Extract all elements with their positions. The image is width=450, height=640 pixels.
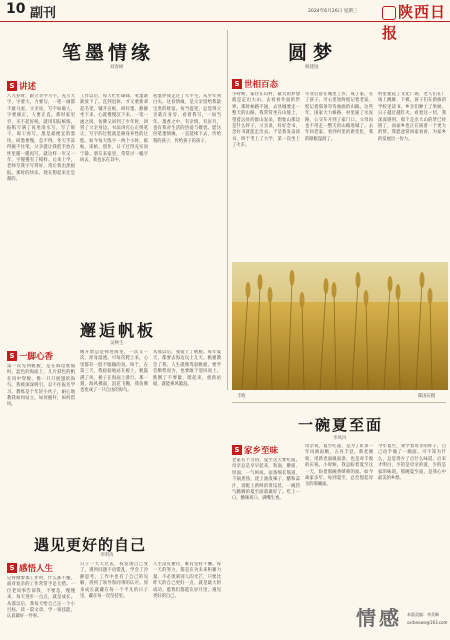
masthead: 陕西日报 bbox=[382, 3, 447, 42]
column-rule bbox=[227, 30, 228, 390]
section-head-jiangshu: S 讲述 bbox=[7, 80, 36, 91]
column-geng-3: 人生没有捷径，唯有坚持不懈。每一天的努力，都是在为未来积蓄力量。不必羡慕别人的光芒，只要比昨天的自己更好一点，就是最大的成功。愿我们都能在岁月里，遇见更好的自己。 bbox=[153, 562, 221, 600]
date-line: 2024年6月26日 星期三 bbox=[308, 9, 358, 14]
section-tag-icon: S bbox=[7, 563, 17, 573]
section-head-jiaxiang: S 家乡至味 bbox=[232, 444, 278, 455]
column-xiazhi-2: 母亲说，夏至吃面，是为了祈求一年风调雨顺，五谷丰登。新麦刚收，用新麦面做面条，也是对丰收的庆祝。小时候，我总盼着夏至这一天，盼着那碗香喷喷的面。如今离家多年，每到夏至，总会想起母亲的那碗面。 bbox=[305, 444, 373, 488]
column-fanban-3: 从那以后，我爱上了帆板。每年夏天，都要去海边玩上几天。帆板教会了我，人生就像驾驭帆板，要学会顺势而为，也要敢于迎风而上。跌倒了不要紧，爬起来，重新站稳，就能乘风破浪。 bbox=[153, 350, 221, 388]
page-header bbox=[0, 0, 450, 42]
column-bimo-3: 笔墨伴我走过了大半生，从少年到白头。这份情缘，是父亲留给我最宝贵的财富。每当提笔，总觉得父亲就在身旁，看着我写，一如当年。墨香之中，有亲情，有岁月，也有我对生活的热爱与敬畏。愿这份笔墨情缘，一直延续下去，传给我的孩子，传给孩子的孩子。 bbox=[153, 94, 221, 144]
column-xiazhi-3: 今年夏至，我学着母亲的样子，自己动手做了一碗面。可不知为什么，总觉得少了点什么味道。后来才明白，少的是母亲的爱，少的是家的味道。那碗夏至面，是我心中最美的乡愁。 bbox=[378, 444, 446, 482]
byline-fanban: 吴秋生 bbox=[110, 341, 124, 346]
byline-bimo: 刘春树 bbox=[110, 65, 124, 70]
byline-yuanmeng: 杨建国 bbox=[305, 65, 319, 70]
section-rule bbox=[232, 402, 446, 403]
byline-geng: 李明涛 bbox=[100, 553, 114, 558]
column-fanban-2: 刚开始总是掉进海里，一次又一次，浑身湿透。可每次爬上来，心里都有一股不服输的劲。终于，在第三天，我稳稳地站在板上，帆鼓满了风，板子在海面上滑行。那一刻，海风拂面，浪花飞溅，我仿佛也变成了一只自由的海鸟。 bbox=[80, 350, 148, 394]
section-head-xinxiang: S 一脚心香 bbox=[7, 350, 53, 361]
corner-label-qinggan: 情感 bbox=[356, 606, 402, 630]
editor-line: 本版责编：李美琳 bbox=[407, 612, 439, 617]
article-title-geng: 遇见更好的自己 bbox=[34, 536, 147, 554]
editor-email: sxrbnews@163.com bbox=[407, 620, 448, 625]
column-geng-2: 日子一天天过去，我发现自己变了。遇到问题不再慌乱，学会了冷静思考。工作中也有了自己的见解，得到了领导和同事的认可。原来成长就藏在每一个平凡的日子里，藏在每一次坚持里。 bbox=[80, 562, 148, 600]
masthead-seal-icon bbox=[382, 6, 396, 20]
page-number: 10 bbox=[6, 1, 26, 17]
article-title-xiazhi: 一碗夏至面 bbox=[298, 416, 384, 434]
article-title-bimo: 笔墨情缘 bbox=[62, 42, 155, 64]
section-name: 副刊 bbox=[30, 6, 57, 21]
byline-xiazhi: 李风玲 bbox=[333, 436, 347, 441]
section-tag-icon: S bbox=[232, 445, 242, 455]
column-bimo-2: 工作以后，每天忙忙碌碌，笔墨渐渐放下了。直到退休，才又重新拿起毛笔。铺开宣纸，研好墨，静静坐下来，心就慢慢沉下来。一笔一画之间，仿佛又回到了少年时，回到了父亲身边。书法讲究心正则笔正，写字的过程就是修身养性的过程。如今每天练字一两个小时，临帖、读帖、创作，日子过得充实而宁静。朋友来家里，常常讨一幅字回去，我也乐在其中。 bbox=[80, 94, 148, 164]
article-title-fanban: 邂逅帆板 bbox=[80, 321, 157, 340]
photo-caption-title: 丰收 bbox=[237, 394, 246, 399]
column-bimo-1: 八九岁时，跟父亲学写字。先写大字，字要大，力要匀，一笔一画都不敢马虎。父亲说，写字如做人，字要端正，人要正直。那时家里穷，买不起好纸，就用旧报纸练，报纸写满了再用清水写，写了晾干，晾干再写。墨是最便宜的墨块，研墨要慢，急不得。冬天手冻得握不住笔，父亲就让我把手放在怀里暖一暖再写。就这样一年又一年，字慢慢有了模样。后来上学，老师夸我字写得好，常让我出黑板报。那时的快乐，现在想起来还是甜的。 bbox=[7, 94, 75, 183]
article-title-yuanmeng: 圆梦 bbox=[288, 42, 339, 64]
column-yuanmeng-3: 村里建起了文化广场，老人们在广场上跳舞、下棋，孩子们在新修的学校里读书。乡亲们种上了果树，日子越过越红火。看着这一切，我深深感到，那个走出大山的梦已经圆了，而家乡也正在圆着一个更大的梦。我愿意常回家看看，为家乡的发展出一份力。 bbox=[378, 92, 446, 142]
column-fanban-1: 第一次见到帆板，是在海边度假时。蓝色的海面上，几片彩色的帆在风中穿梭，像一只只展翅的海鸟。我被深深吸引，忍不住报名学习。教练是个年轻小伙子，耐心地教我如何站立，如何握杆，如何借风。 bbox=[7, 364, 75, 408]
section-head-ganwu: S 感悟人生 bbox=[7, 562, 53, 573]
column-xiazhi-1: 老家有个习俗，夏至这天要吃面。母亲总是早早起来，和面、擀面、切面，一气呵成。面条细长筋道，下锅煮熟，浇上油泼辣子、醋和蒜汁，再配上新鲜的黄瓜丝，一碗热气腾腾的夏至面就做好了。吃上一口，酸辣爽口，满嘴生香。 bbox=[232, 458, 300, 502]
wheat-field-photo bbox=[232, 262, 448, 390]
section-head-shixiang: S 世相百态 bbox=[232, 78, 278, 89]
column-yuanmeng-1: 小时候，家住在山村，最大的梦想就是走出大山，去看看外面的世界。那时候路不通，去县城要走一整天的山路。我常常坐在山坡上，望着远处的群山发呆，想象山那边是什么样子。父亲说，好好念书，念好书就能走出去。于是我发奋读书，终于考上了大学，第一次坐上了火车。 bbox=[232, 92, 300, 149]
section-tag-icon: S bbox=[7, 81, 17, 91]
column-yuanmeng-2: 毕业后留在城里工作，成了家，有了孩子。可心里始终惦记着老家，惦记着那条弯弯曲曲的山路。这些年，国家大力修路，村里通了水泥路，公交车开到了家门口。父母再也不用走一整天的山路进城了。去年回老家，看到村里的新变化，我的眼眶湿润了。 bbox=[305, 92, 373, 142]
section-tag-icon: S bbox=[7, 351, 17, 361]
photo-credit: 陈国庆摄 bbox=[418, 394, 436, 399]
section-tag-icon: S bbox=[232, 79, 242, 89]
column-geng-1: 记得刚参加工作时，什么都不懂，面对复杂的工作常常手足无措。一位老同事告诉我，不要急，慢慢来，每天进步一点点，就是成长。从那以后，我每天给自己定一个小目标，读一篇文章，学一项技能，认真做好一件事。 bbox=[7, 576, 75, 620]
